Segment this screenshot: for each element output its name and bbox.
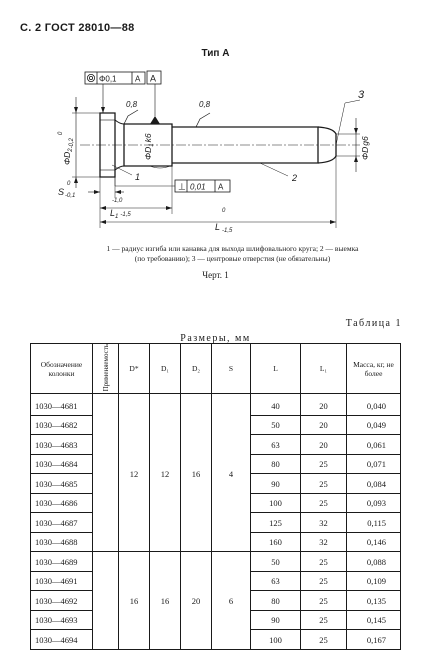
table-row: 1030—4682 50 20 0,049 xyxy=(31,415,401,435)
header-l: L xyxy=(251,344,301,394)
dimensions-table xyxy=(30,343,401,650)
dim-d2: $\Phi D_2-0,2$ xyxy=(62,138,75,165)
page-header: С. 2 ГОСТ 28010—88 xyxy=(20,22,135,34)
perp-value: 0,01 xyxy=(190,182,206,192)
sizes-caption: Размеры, мм xyxy=(180,333,251,344)
applicability-group-2 xyxy=(93,552,119,650)
svg-text:0: 0 xyxy=(222,208,226,214)
dim-l1 xyxy=(110,198,131,220)
technical-drawing xyxy=(0,60,431,240)
svg-text:0: 0 xyxy=(67,181,71,187)
figure-label: Черт. 1 xyxy=(202,270,229,280)
roughness-left: 0,8 xyxy=(126,100,138,109)
header-d: D* xyxy=(119,344,150,394)
runout-base: A xyxy=(135,74,141,84)
table-row: 1030—4687 125 32 0,115 xyxy=(31,513,401,533)
table-row: 1030—4692 80 25 0,135 xyxy=(31,591,401,611)
dim-d: ΦDg6 xyxy=(360,136,370,160)
svg-text:-1,0: -1,0 xyxy=(112,198,123,204)
table-row: 1030—4684 80 25 0,071 xyxy=(31,454,401,474)
concentricity-icon xyxy=(87,74,94,81)
svg-text:S-0,1: $S_{-0,1}$ xyxy=(58,187,76,199)
header-l1: L₁ xyxy=(301,344,347,394)
figure-caption xyxy=(70,244,395,264)
perp-base: A xyxy=(218,182,224,192)
header-mass: Масса, кг, не более xyxy=(347,344,401,394)
callout-2: 2 xyxy=(292,173,298,183)
runout-tolerance-frame xyxy=(85,72,145,84)
perpendicularity-icon: ⊥ xyxy=(178,181,186,192)
table-row: 1030—4693 90 25 0,145 xyxy=(31,610,401,630)
table-row: 1030—4686 100 25 0,093 xyxy=(31,493,401,513)
base-marker xyxy=(147,71,161,84)
callout-3: 3 xyxy=(358,89,365,101)
runout-value: Φ0,1 xyxy=(99,74,117,84)
applicability-group-1 xyxy=(93,394,119,552)
figure-type-title: Тип А xyxy=(201,48,230,59)
perpendicularity-frame xyxy=(175,180,230,192)
table-row: 1030—4689 16 16 20 6 50 25 0,088 xyxy=(31,552,401,572)
dim-s xyxy=(58,181,75,199)
svg-text:A: A xyxy=(150,73,157,84)
callout-1: 1 xyxy=(135,172,141,182)
table-row: 1030—4683 63 20 0,061 xyxy=(31,435,401,455)
table-label: Таблица 1 xyxy=(345,318,402,329)
caption-line-2: (по требованию); 3 — центровые отверстия (не обязательны) xyxy=(134,254,331,263)
header-d1: D₁ xyxy=(150,344,181,394)
svg-text:L1-1,5: $L_1$ $^{-1,5}$ xyxy=(110,208,131,220)
dim-d1: $\Phi D_1k6$ xyxy=(143,133,155,160)
table-row: 1030—4681 12 12 16 4 40 20 0,040 xyxy=(31,394,401,416)
dim-d2-tol-top: 0 xyxy=(58,131,64,135)
table-row: 1030—4688 160 32 0,146 xyxy=(31,532,401,552)
header-applicability: Применяемость xyxy=(93,344,119,394)
svg-text:L-1,5: L $_{-1,5}$ xyxy=(215,222,233,234)
caption-line-1: 1 — радиус изгиба или канавка для выхода шлифовального круга; 2 — выемка xyxy=(106,244,359,253)
roughness-right: 0,8 xyxy=(199,100,211,109)
table-row: 1030—4691 63 25 0,109 xyxy=(31,571,401,591)
header-code: Обозначение колонки xyxy=(31,344,93,394)
dim-l xyxy=(215,208,233,234)
table-header-row xyxy=(31,344,401,394)
table-row: 1030—4685 90 25 0,084 xyxy=(31,474,401,494)
header-d2: D₂ xyxy=(181,344,212,394)
header-s: S xyxy=(212,344,251,394)
table-row: 1030—4694 100 25 0,167 xyxy=(31,630,401,650)
